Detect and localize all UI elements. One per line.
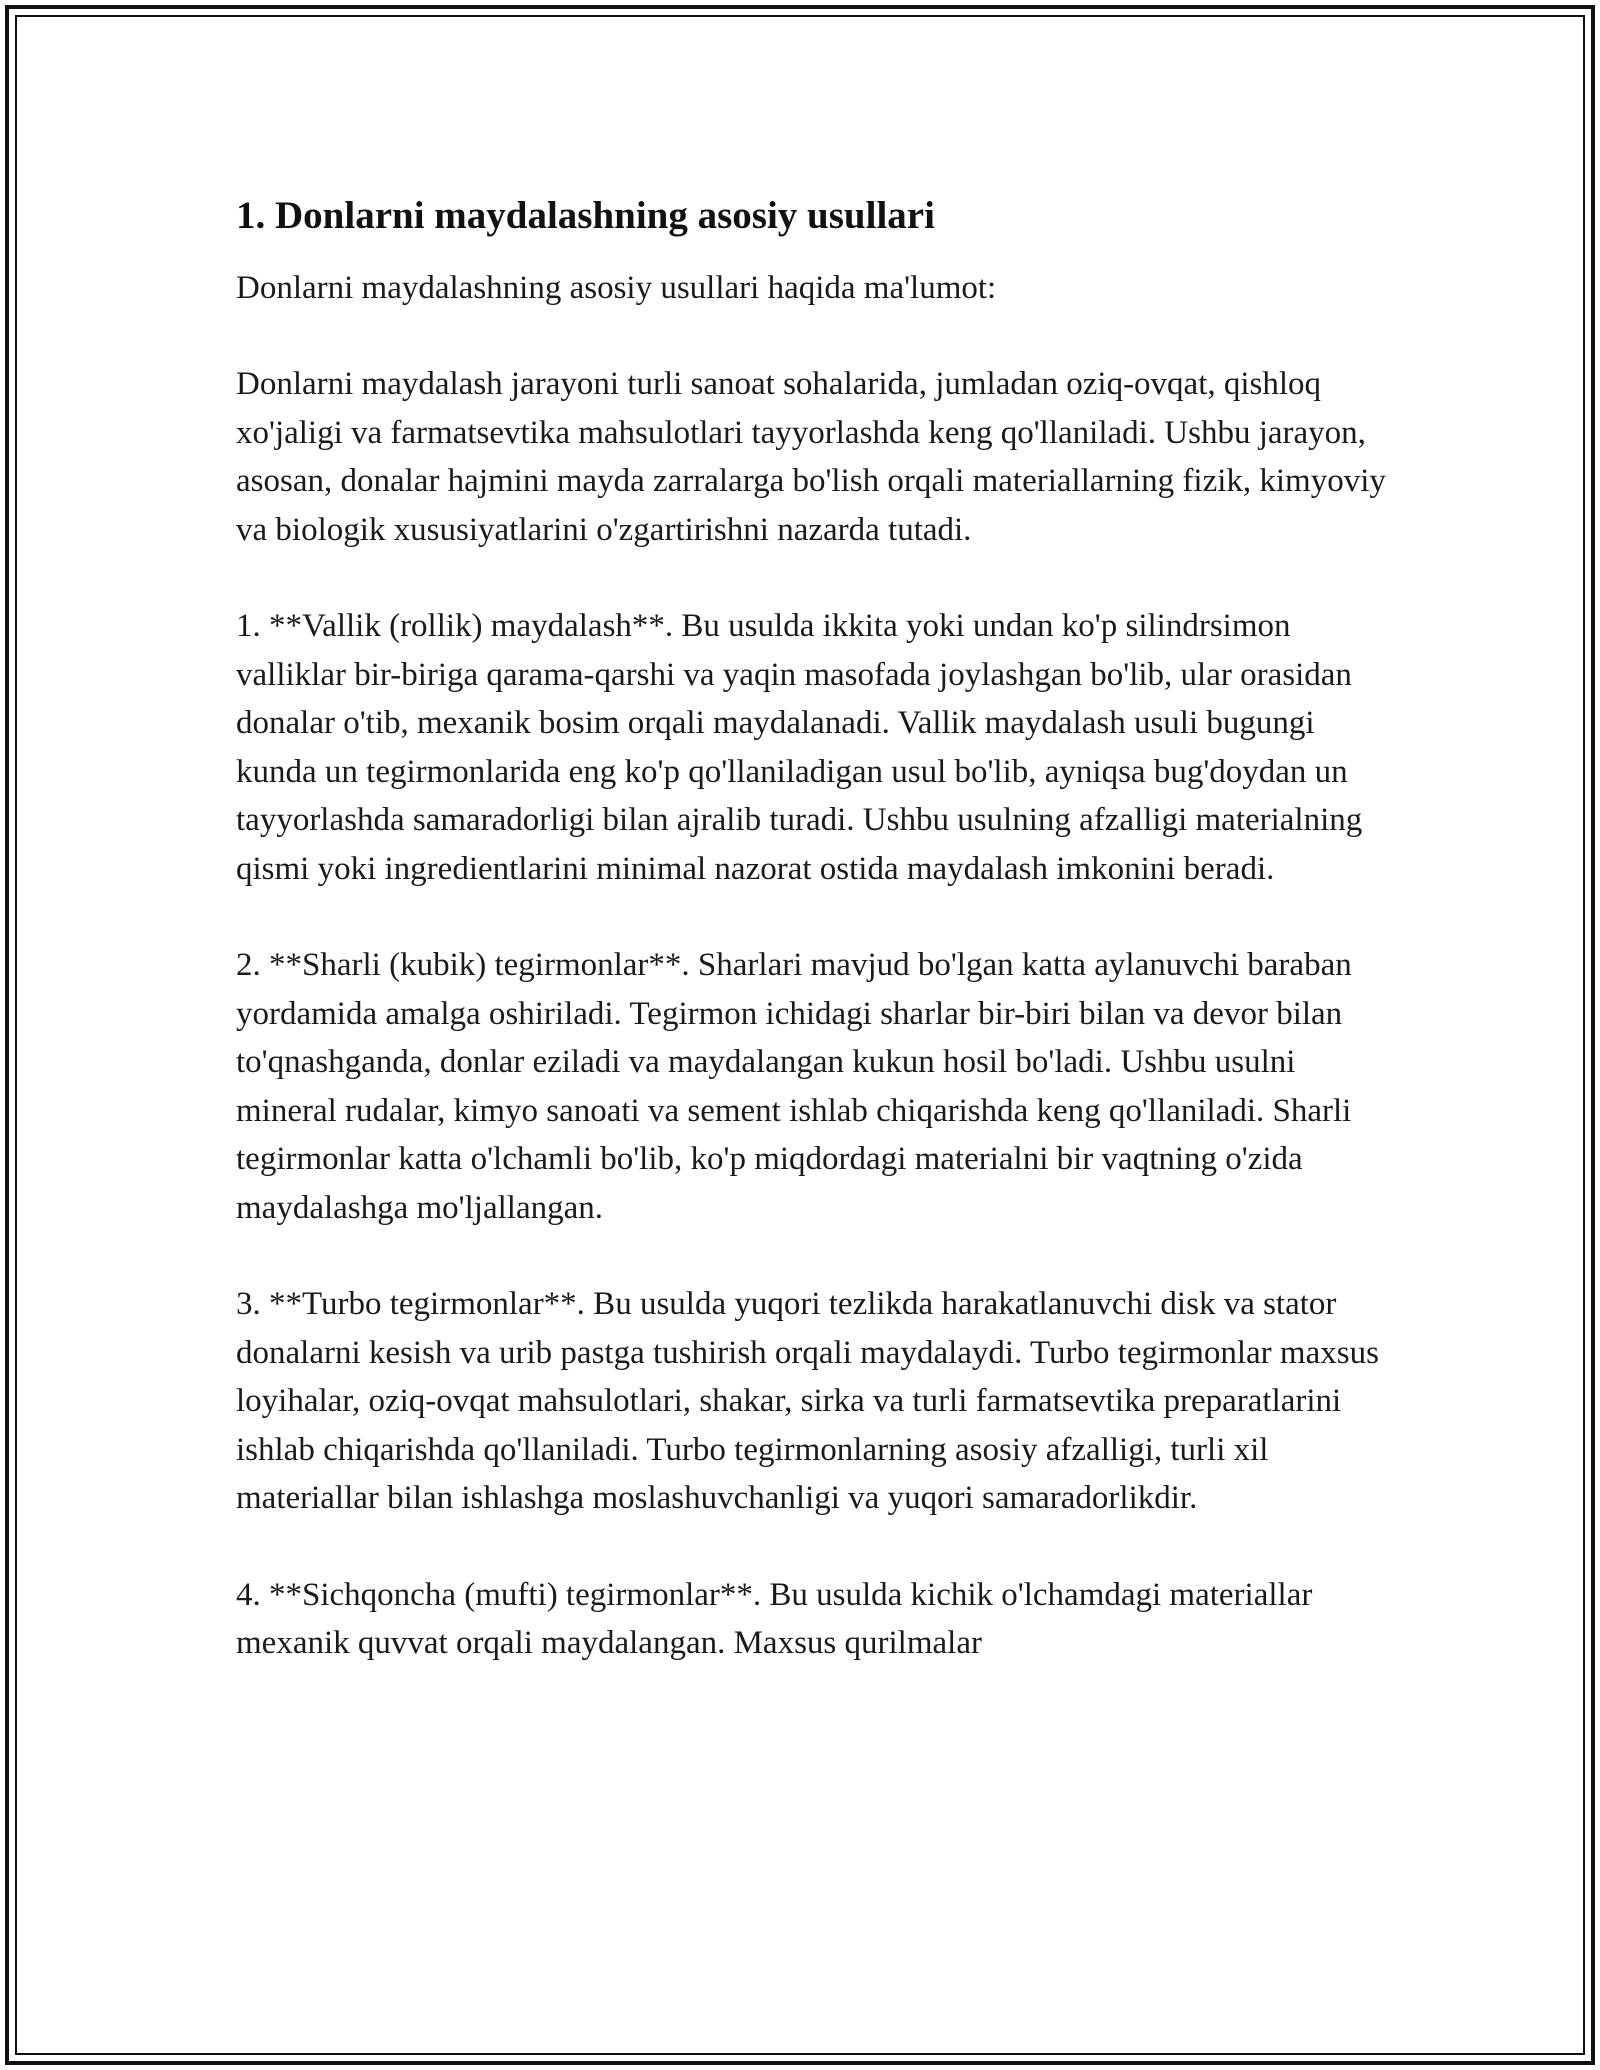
section-heading: 1. Donlarni maydalashning asosiy usullari	[236, 194, 935, 237]
paragraph-overview: Donlarni maydalash jarayoni turli sanoat sohalarida, jumladan oziq-ovqat, qishloq xo'jaligi va farmatsevtika mahsulotlari tayyorlashda keng qo'llaniladi. Ushbu jarayon, asosan, donalar hajmini mayda zarralarga bo'lish orqali materiallarning fizik, kimyoviy va biologik xususiyatlarini o'zgartirishni nazarda tutadi.	[236, 366, 1386, 548]
paragraph-mufti-mills: 4. **Sichqoncha (mufti) tegirmonlar**. Bu usulda kichik o'lchamdagi materiallar mexanik quvvat orqali maydalangan. Maxsus qurilmalar	[236, 1576, 1313, 1661]
paragraph-roller-milling: 1. **Vallik (rollik) maydalash**. Bu usulda ikkita yoki undan ko'p silindrsimon valliklar bir-biriga qarama-qarshi va yaqin masofada joylashgan bo'lib, ular orasidan donalar o'tib, mexanik bosim orqali maydalanadi. Vallik maydalash usuli bugungi kunda un tegirmonlarida eng ko'p qo'llaniladigan usul bo'lib, ayniqsa bug'doydan un tayyorlashda samaradorligi bilan ajralib turadi. Ushbu usulning afzalligi materialning qismi yoki ingredientlarini minimal nazorat ostida maydalash imkonini beradi.	[236, 608, 1363, 887]
document-body	[236, 190, 1386, 1668]
paragraph-turbo-mills: 3. **Turbo tegirmonlar**. Bu usulda yuqori tezlikda harakatlanuvchi disk va stator donalarni kesish va urib pastga tushirish orqali maydalaydi. Turbo tegirmonlar maxsus loyihalar, oziq-ovqat mahsulotlari, shakar, sirka va turli farmatsevtika preparatlarini ishlab chiqarishda qo'llaniladi. Turbo tegirmonlarning asosiy afzalligi, turli xil materiallar bilan ishlashga moslashuvchanligi va yuqori samaradorlikdir.	[236, 1286, 1379, 1516]
intro-line: Donlarni maydalashning asosiy usullari haqida ma'lumot:	[236, 270, 997, 306]
paragraph-ball-mills: 2. **Sharli (kubik) tegirmonlar**. Sharlari mavjud bo'lgan katta aylanuvchi baraban yordamida amalga oshiriladi. Tegirmon ichidagi sharlar bir-biri bilan va devor bilan to'qnashganda, donlar eziladi va maydalangan kukun hosil bo'ladi. Ushbu usulni mineral rudalar, kimyo sanoati va sement ishlab chiqarishda keng qo'llaniladi. Sharli tegirmonlar katta o'lchamli bo'lib, ko'p miqdordagi materialni bir vaqtning o'zida maydalashga mo'ljallangan.	[236, 947, 1352, 1226]
